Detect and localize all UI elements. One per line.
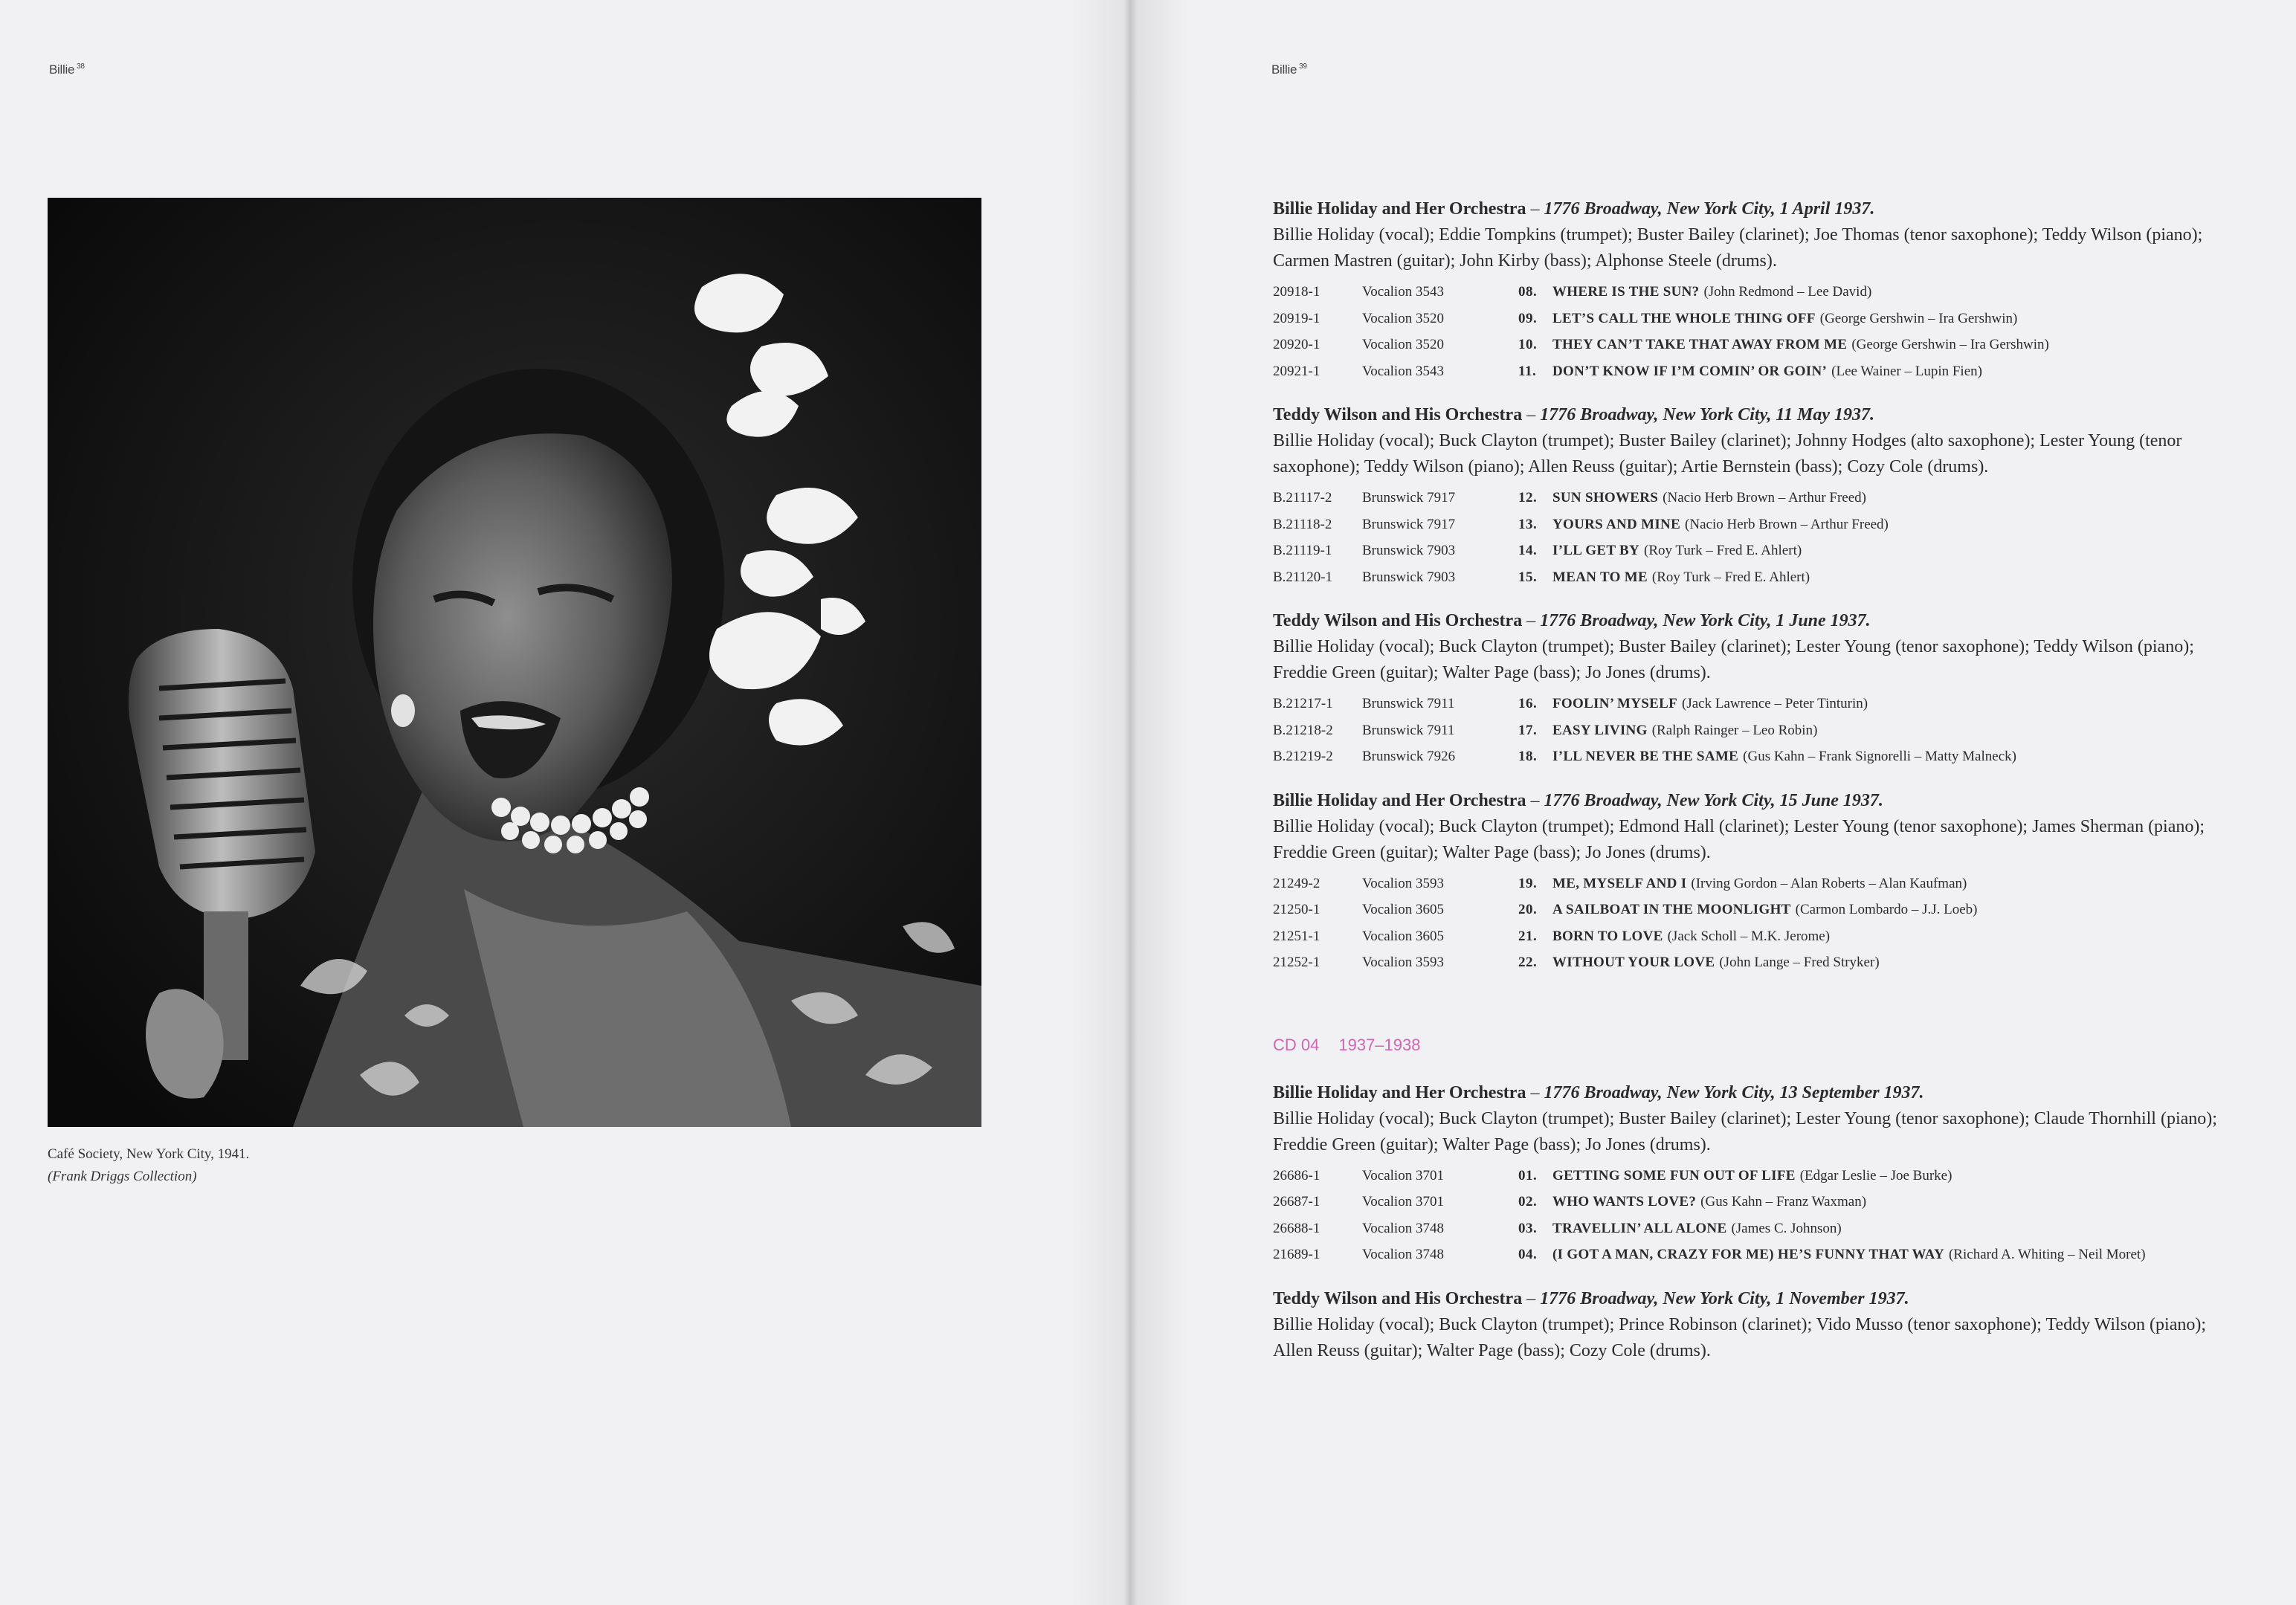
record-label: Brunswick 7917 [1362,516,1456,532]
record-label: Brunswick 7903 [1362,543,1456,558]
track-row [1273,691,2239,717]
track-title: (I GOT A MAN, CRAZY FOR ME) HE’S FUNNY THAT WAY [1552,1247,1944,1262]
track-title: WITHOUT YOUR LOVE [1552,955,1715,970]
track-title: BORN TO LOVE [1552,928,1663,944]
cd-number: CD 04 [1273,1035,1320,1054]
track-title: SUN SHOWERS [1552,490,1659,506]
track-row [1273,279,2239,306]
track-number: 01. [1518,1167,1538,1183]
track-title: FOOLIN’ MYSELF [1552,696,1677,711]
matrix-number: 21689-1 [1273,1247,1320,1262]
session-heading [1273,608,2239,634]
track-number: 19. [1518,875,1538,891]
track-number: 03. [1518,1220,1538,1236]
track-row [1273,1189,2239,1215]
track-title: EASY LIVING [1552,722,1648,738]
record-label: Brunswick 7926 [1362,749,1456,764]
record-label: Vocalion 3748 [1362,1220,1444,1236]
record-label: Vocalion 3543 [1362,363,1444,379]
band-name: Billie Holiday and Her Orchestra [1273,790,1526,810]
matrix-number: 20919-1 [1273,310,1320,326]
track-row [1273,358,2239,385]
matrix-number: B.21117-2 [1273,490,1332,506]
track-list [1273,1163,2239,1268]
session-heading [1273,402,2239,428]
matrix-number: B.21218-2 [1273,722,1333,738]
record-label: Vocalion 3520 [1362,337,1444,352]
track-composers: (John Lange – Fred Stryker) [1719,955,1880,970]
track-number: 12. [1518,490,1538,506]
track-number: 04. [1518,1247,1538,1262]
track-row [1273,511,2239,538]
track-title: YOURS AND MINE [1552,516,1681,532]
track-list [1273,691,2239,770]
matrix-number: B.21119-1 [1273,543,1332,558]
matrix-number: 21249-2 [1273,875,1320,891]
cd-section-header [1273,1036,2239,1055]
record-label: Vocalion 3605 [1362,928,1444,944]
session-personnel: Billie Holiday (vocal); Eddie Tompkins (trumpet); Buster Bailey (clarinet); Joe Thomas (tenor saxophone); Teddy Wilson (piano); Carmen Mastren (guitar); John Kirby (bass); Alphonse Steele (drums). [1273,225,2203,271]
recording-session [1273,1080,2239,1268]
session-personnel: Billie Holiday (vocal); Buck Clayton (trumpet); Buster Bailey (clarinet); Johnny Hodges (alto saxophone); Lester Young (tenor saxophone); Teddy Wilson (piano); Allen Reuss (guitar); Artie Bernstein (bass); Cozy Cole (drums). [1273,431,2182,477]
record-label: Vocalion 3593 [1362,875,1444,891]
track-composers: (Gus Kahn – Frank Signorelli – Matty Malneck) [1743,749,2016,764]
recording-session [1273,1286,2239,1364]
dash-separator: – [1522,405,1541,424]
track-number: 21. [1518,928,1538,944]
track-composers: (Lee Wainer – Lupin Fien) [1831,363,1982,379]
band-name: Teddy Wilson and His Orchestra [1273,1288,1523,1308]
running-head-title: Billie [1271,62,1297,77]
track-number: 11. [1518,363,1537,379]
band-name: Teddy Wilson and His Orchestra [1273,611,1523,630]
track-title: I’LL GET BY [1552,543,1639,558]
session-personnel: Billie Holiday (vocal); Buck Clayton (trumpet); Buster Bailey (clarinet); Lester Young (tenor saxophone); Claude Thornhill (piano); Freddie Green (guitar); Walter Page (bass); Jo Jones (drums). [1273,1108,2217,1154]
track-title: ME, MYSELF AND I [1552,875,1687,891]
track-composers: (John Redmond – Lee David) [1703,284,1872,300]
track-number: 22. [1518,955,1538,970]
track-title: WHERE IS THE SUN? [1552,284,1700,300]
track-title: THEY CAN’T TAKE THAT AWAY FROM ME [1552,337,1848,352]
record-label: Brunswick 7911 [1362,696,1455,711]
track-number: 13. [1518,516,1538,532]
record-label: Vocalion 3543 [1362,284,1444,300]
record-label: Brunswick 7911 [1362,722,1455,738]
session-personnel: Billie Holiday (vocal); Buck Clayton (trumpet); Prince Robinson (clarinet); Vido Musso (tenor saxophone); Teddy Wilson (piano); Allen Reuss (guitar); Walter Page (bass); Cozy Cole (drums). [1273,1314,2207,1360]
recording-session [1273,402,2239,590]
record-label: Vocalion 3748 [1362,1247,1444,1262]
cd-years: 1937–1938 [1338,1035,1421,1054]
photograph-billie-holiday [48,198,981,1127]
dash-separator: – [1522,611,1541,630]
track-number: 17. [1518,722,1538,738]
matrix-number: 26688-1 [1273,1220,1320,1236]
session-heading [1273,1080,2239,1106]
track-number: 15. [1518,569,1538,585]
track-composers: (Richard A. Whiting – Neil Moret) [1948,1247,2146,1262]
session-place-date: 1776 Broadway, New York City, 15 June 1937. [1544,790,1883,810]
recording-session [1273,608,2239,770]
track-composers: (Jack Scholl – M.K. Jerome) [1667,928,1831,944]
track-composers: (Roy Turk – Fred E. Ahlert) [1651,569,1810,585]
track-row [1273,871,2239,897]
track-composers: (George Gershwin – Ira Gershwin) [1851,337,2049,352]
record-label: Brunswick 7903 [1362,569,1456,585]
matrix-number: 20921-1 [1273,363,1320,379]
left-page [0,0,1129,1605]
record-label: Vocalion 3701 [1362,1167,1444,1183]
track-composers: (Gus Kahn – Franz Waxman) [1700,1194,1867,1210]
session-place-date: 1776 Broadway, New York City, 1 November 1937. [1540,1288,1909,1308]
page-number: 38 [77,62,85,71]
discography [1273,196,2239,1382]
track-row [1273,717,2239,744]
track-row [1273,1163,2239,1189]
track-row [1273,306,2239,332]
track-row [1273,1241,2239,1268]
recording-session [1273,788,2239,976]
track-row [1273,923,2239,950]
track-row [1273,332,2239,358]
track-list [1273,279,2239,384]
track-composers: (Edgar Leslie – Joe Burke) [1799,1167,1952,1183]
track-composers: (Nacio Herb Brown – Arthur Freed) [1685,516,1889,532]
track-number: 16. [1518,696,1538,711]
matrix-number: B.21217-1 [1273,696,1333,711]
track-number: 10. [1518,337,1538,352]
track-title: A SAILBOAT IN THE MOONLIGHT [1552,902,1791,917]
track-composers: (Roy Turk – Fred E. Ahlert) [1644,543,1802,558]
caption-credit: (Frank Driggs Collection) [48,1169,197,1184]
photo-caption [48,1143,249,1188]
record-label: Vocalion 3701 [1362,1194,1444,1210]
matrix-number: 26686-1 [1273,1167,1320,1183]
track-title: WHO WANTS LOVE? [1552,1194,1697,1210]
matrix-number: B.21118-2 [1273,516,1332,532]
session-personnel: Billie Holiday (vocal); Buck Clayton (trumpet); Edmond Hall (clarinet); Lester Young (tenor saxophone); James Sherman (piano); Freddie Green (guitar); Walter Page (bass); Jo Jones (drums). [1273,816,2205,862]
track-row [1273,564,2239,591]
track-title: TRAVELLIN’ ALL ALONE [1552,1220,1727,1236]
track-row [1273,743,2239,770]
matrix-number: 21250-1 [1273,902,1320,917]
track-title: LET’S CALL THE WHOLE THING OFF [1552,310,1816,326]
track-row [1273,897,2239,923]
track-composers: (George Gershwin – Ira Gershwin) [1819,310,2018,326]
record-label: Brunswick 7917 [1362,490,1456,506]
track-composers: (Irving Gordon – Alan Roberts – Alan Kaufman) [1691,875,1967,891]
running-head-right [1271,62,1307,77]
dash-separator: – [1526,1082,1544,1102]
matrix-number: 21251-1 [1273,928,1320,944]
track-title: DON’T KNOW IF I’M COMIN’ OR GOIN’ [1552,363,1828,379]
band-name: Billie Holiday and Her Orchestra [1273,199,1526,219]
session-place-date: 1776 Broadway, New York City, 1 April 1937. [1544,199,1875,219]
track-composers: (James C. Johnson) [1731,1220,1842,1236]
track-composers: (Carmon Lombardo – J.J. Loeb) [1795,902,1978,917]
matrix-number: 21252-1 [1273,955,1320,970]
dash-separator: – [1526,790,1544,810]
track-row [1273,1215,2239,1242]
track-title: MEAN TO ME [1552,569,1648,585]
track-title: GETTING SOME FUN OUT OF LIFE [1552,1167,1796,1183]
right-page [1129,0,2296,1605]
matrix-number: 26687-1 [1273,1194,1320,1210]
session-place-date: 1776 Broadway, New York City, 1 June 1937. [1540,611,1871,630]
band-name: Teddy Wilson and His Orchestra [1273,405,1523,424]
recording-session [1273,196,2239,384]
session-place-date: 1776 Broadway, New York City, 11 May 1937. [1540,405,1874,424]
session-place-date: 1776 Broadway, New York City, 13 September 1937. [1544,1082,1924,1102]
track-number: 02. [1518,1194,1538,1210]
matrix-number: 20920-1 [1273,337,1320,352]
track-number: 08. [1518,284,1538,300]
session-list [1273,196,2239,976]
track-composers: (Nacio Herb Brown – Arthur Freed) [1663,490,1866,506]
running-head-title: Billie [49,62,75,77]
track-number: 09. [1518,310,1538,326]
track-list [1273,871,2239,976]
session-heading [1273,1286,2239,1312]
track-list [1273,485,2239,590]
track-row [1273,537,2239,564]
session-heading [1273,788,2239,814]
record-label: Vocalion 3593 [1362,955,1444,970]
session-heading [1273,196,2239,222]
session-personnel: Billie Holiday (vocal); Buck Clayton (trumpet); Buster Bailey (clarinet); Lester Young (tenor saxophone); Teddy Wilson (piano); Freddie Green (guitar); Walter Page (bass); Jo Jones (drums). [1273,637,2194,682]
track-row [1273,949,2239,976]
matrix-number: B.21120-1 [1273,569,1333,585]
caption-text: Café Society, New York City, 1941. [48,1146,250,1162]
page-number: 39 [1299,62,1307,71]
matrix-number: 20918-1 [1273,284,1320,300]
dash-separator: – [1526,199,1544,219]
session-list [1273,1080,2239,1364]
track-composers: (Jack Lawrence – Peter Tinturin) [1682,696,1868,711]
track-row [1273,485,2239,511]
track-composers: (Ralph Rainger – Leo Robin) [1651,722,1818,738]
band-name: Billie Holiday and Her Orchestra [1273,1082,1526,1102]
matrix-number: B.21219-2 [1273,749,1333,764]
record-label: Vocalion 3520 [1362,310,1444,326]
track-title: I’LL NEVER BE THE SAME [1552,749,1739,764]
running-head-left [49,62,85,77]
record-label: Vocalion 3605 [1362,902,1444,917]
track-number: 18. [1518,749,1538,764]
track-number: 14. [1518,543,1538,558]
dash-separator: – [1522,1288,1541,1308]
track-number: 20. [1518,902,1538,917]
